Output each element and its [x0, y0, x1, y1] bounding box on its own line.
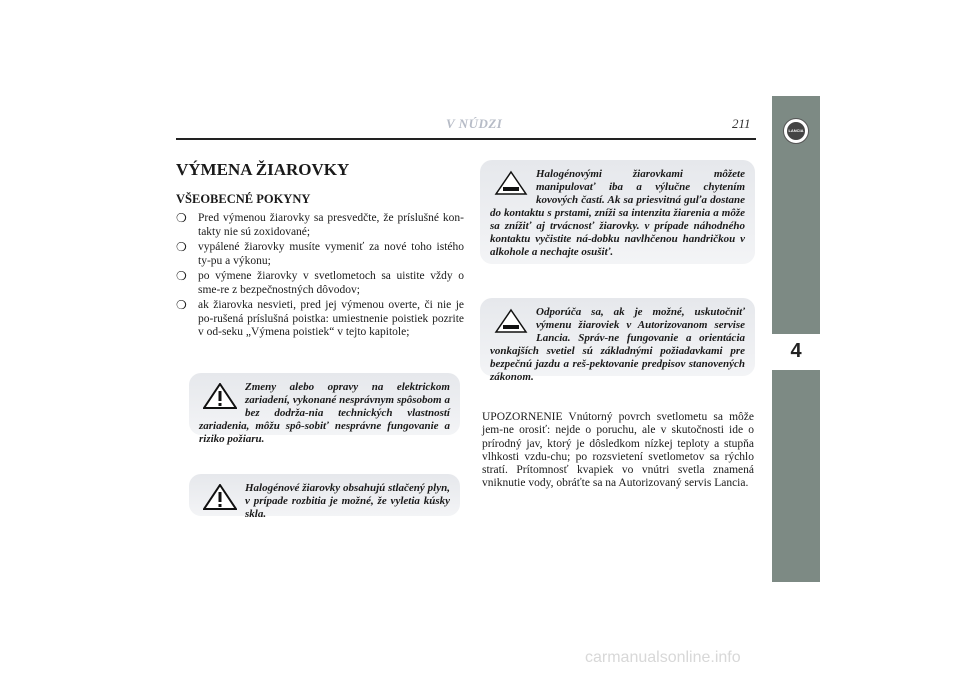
instruction-list [176, 212, 464, 342]
page-number: 211 [732, 116, 751, 131]
chapter-sidebar [772, 96, 820, 582]
header-section-title: V NÚDZI [446, 116, 503, 131]
warning-box-authorized-service: Odporúča sa, ak je možné, uskutočniť výmenu žiaroviek v Autorizovanom servise Lancia. Správ-ne fungovanie a orientácia vonkajších svetiel sú základnými požiadavkami pre bezpečnú jazdu a reš-pektovanie predpisov stanovených zákonom. [480, 298, 755, 376]
logo-text: LANCIA [788, 128, 804, 133]
warning-box-electrical: Zmeny alebo opravy na elektrickom zariadení, vykonané nesprávnym spôsobom a bez dodrža-nia technických vlastností zariadenia, môžu spô-sobiť nesprávne fungovanie a riziko požiaru. [189, 373, 460, 435]
list-item: ❍ vypálené žiarovky musíte vymeniť za nové toho istého ty-pu a výkonu; [176, 240, 464, 267]
note-paragraph: UPOZORNENIE Vnútorný povrch svetlometu sa môže jem-ne orosiť: nejde o poruchu, ale v skutočnosti ide o prírodný jav, ktorý je dôsledkom nízkej teploty a stupňa vlhkosti vzdu-chu; po rozsvietení svetlometov sa rýchlo stratí. Prítomnosť kvapiek vo vnútri svetla znamená vniknutie vody, obráťte sa na Autorizovaný servis Lancia. [482, 411, 754, 490]
warning-triangle-icon [203, 484, 237, 510]
warning-box-halogen-gas: Halogénové žiarovky obsahujú stlačený plyn, v prípade rozbitia je možné, že vyletia kúsky skla. [189, 474, 460, 516]
header-rule [176, 138, 756, 140]
watermark: carmanualsonline.info [585, 649, 741, 666]
list-item: ❍ Pred výmenou žiarovky sa presvedčte, že príslušné kon-takty nie sú zoxidované; [176, 211, 464, 238]
bullet-icon: ❍ [176, 240, 187, 254]
section-subtitle: VŠEOBECNÉ POKYNY [176, 192, 311, 206]
warning-triangle-icon [203, 383, 237, 409]
list-item: ❍ ak žiarovka nesvieti, pred jej výmenou overte, či nie je po-rušená príslušná poistka: umiestnenie poistiek pozrite v od-seku „Výmena poistiek“ v tejto kapitole; [176, 298, 464, 338]
caution-triangle-icon [494, 308, 528, 334]
bullet-icon: ❍ [176, 269, 187, 283]
lancia-logo [783, 118, 809, 144]
page-title: VÝMENA ŽIAROVKY [176, 160, 350, 179]
bullet-icon: ❍ [176, 298, 187, 312]
bullet-icon: ❍ [176, 211, 187, 225]
warning-box-halogen-handling: Halogénovými žiarovkami môžete manipulovať iba a výlučne chytením kovových častí. Ak sa priesvitná guľa dostane do kontaktu s prstami, zníži sa intenzita žiarenia a môže sa znížiť aj trvácnosť žiarovky. v prípade náhodného kontaktu vyčistite ná-dobku navlhčenou handričkou v alkohole a nechajte osušiť. [480, 160, 755, 264]
chapter-number: 4 [790, 340, 802, 362]
caution-triangle-icon [494, 170, 528, 196]
list-item: ❍ po výmene žiarovky v svetlometoch sa uistite vždy o sme-re z bezpečnostných dôvodov; [176, 269, 464, 296]
